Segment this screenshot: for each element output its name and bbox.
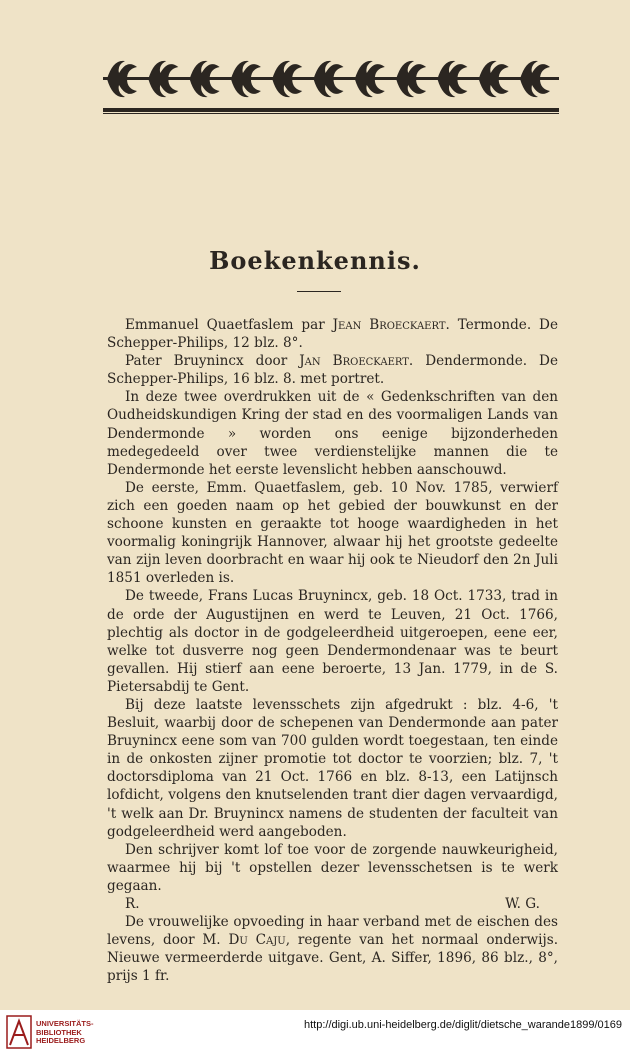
entry-3-title: De vrouwelijke opvoeding in haar verband met de eischen des levens, <box>107 914 558 949</box>
signature-right: W. G. <box>505 896 540 912</box>
paragraph: De tweede, Frans Lucas Bruynincx, geb. 18 Oct. 1733, trad in de orde der Augustijnen en werd te Leuven, 21 Oct. 1766, plechtig als doctor in de godgeleerdheid uitgeroepen, eene eer, welke tot dusverre nog geen Dendermondenaar was te beurt gevallen. Hij stierf aan eene beroerte, 13 Jan. 1779, in de S. Pietersabdij te Gent. <box>107 588 558 695</box>
header-rule-thick <box>103 108 559 112</box>
ornamental-header-band <box>103 55 559 107</box>
paragraph: De eerste, Emm. Quaetfaslem, geb. 10 Nov. 1785, verwierf zich een goeden naam op het gebied der bouwkunst en der schoone kunsten en geraakte tot hooge waardigheden in het voormalig koningrijk Hannover, alwaar hij het grootste gedeelte van zijn leven doorbracht en waar hij ook te Nieudorf den 2n Juli 1851 overleden is. <box>107 479 558 587</box>
entry-2: Pater Bruynincx door Jan Broeckaert. Dendermonde. De Schepper-Philips, 16 blz. 8. met portret. <box>107 353 558 388</box>
paragraph: Den schrijver komt lof toe voor de zorgende nauwkeurigheid, waarmee hij bij 't opstellen dezer levensschetsen is te werk gegaan. <box>107 841 558 894</box>
title-divider <box>297 291 341 292</box>
entry-1-author: Jean Broeckaert <box>332 317 446 333</box>
entry-3: De vrouwelijke opvoeding in haar verband met de eischen des levens, door M. Du Caju, regente van het normaal onderwijs. Nieuwe vermeerderde uitgave. Gent, A. Siffer, 1896, 86 blz., 8°, prijs 1 fr. <box>107 914 559 985</box>
paragraph: Bij deze laatste levensschets zijn afgedrukt : blz. 4-6, 't Besluit, waarbij door de schepenen van Dendermonde aan pater Bruynincx eene som van 700 gulden wordt toegestaan, ten einde in de onkosten zijner promotie tot doctor te voorzien; blz. 7, 't doctorsdiploma van 21 Oct. 1766 en blz. 8-13, een Latijnsch lofdicht, volgens den knutselenden trant dier dagen vervaardigd, 't welk aan Dr. Bruynincx namens de studenten der faculteit van godgeleerdheid werd aangeboden. <box>107 696 558 840</box>
entry-1: Emmanuel Quaetfaslem par Jean Broeckaert. Termonde. De Schepper-Philips, 12 blz. 8°. <box>107 317 558 352</box>
signature-left: R. <box>125 896 140 912</box>
source-url[interactable]: http://digi.ub.uni-heidelberg.de/diglit/dietsche_warande1899/0169 <box>303 1019 622 1031</box>
section-title: Boekenkennis. <box>209 246 421 275</box>
library-logo-icon <box>6 1015 32 1049</box>
entry-2-author: Jan Broeckaert <box>299 353 409 370</box>
signature-line <box>107 895 558 913</box>
entry-2-title: Pater Bruynincx <box>125 353 244 370</box>
article-body <box>107 316 558 985</box>
footer-bar <box>0 1010 630 1061</box>
paragraph: In deze twee overdrukken uit de « Gedenkschriften van den Oudheidskundigen Kring der stad en des voormaligen Lands van Dendermonde » worden ons eenige bijzonderheden medegedeeld over twee verdienstelijke mannen die te Dendermonde het eerste levenslicht hebben aanschouwd. <box>107 389 558 478</box>
header-rule-thin <box>103 113 559 114</box>
entry-3-author: Du Caju <box>228 932 286 949</box>
library-name: UNIVERSITÄTS- BIBLIOTHEK HEIDELBERG <box>36 1019 94 1045</box>
entry-1-title: Emmanuel Quaetfaslem <box>125 317 294 333</box>
